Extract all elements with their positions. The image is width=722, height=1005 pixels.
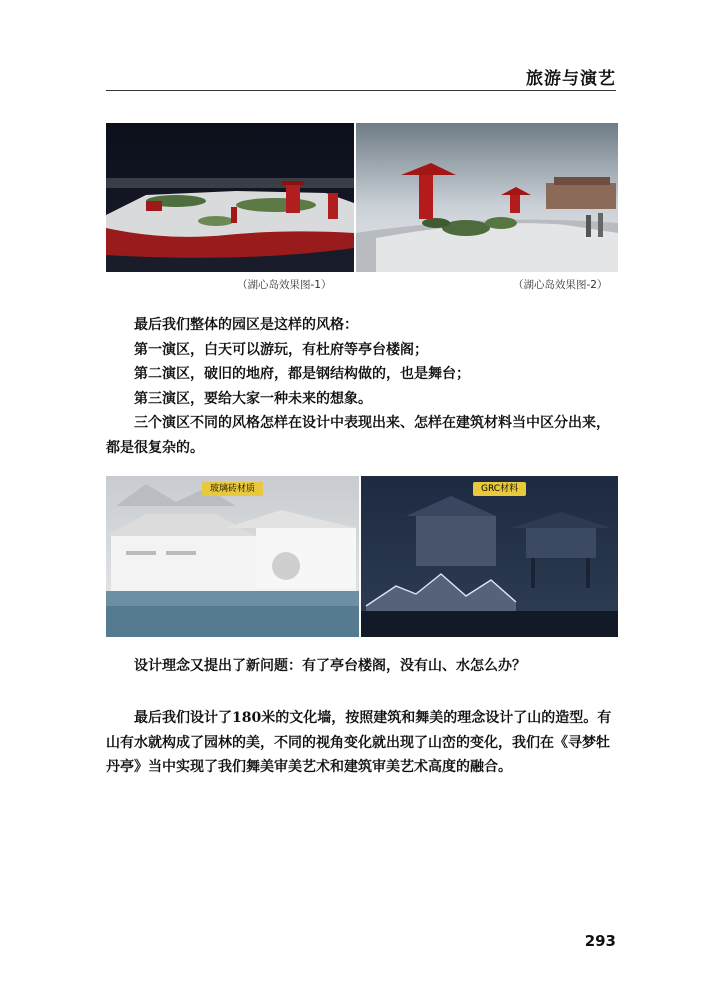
material-images [106,476,618,637]
lake-island-images [106,123,618,272]
grc-rendering [361,476,618,637]
running-header-title: 旅游与演艺 [526,69,616,89]
text-line: 最后我们整体的园区是这样的风格： [134,317,358,333]
glass-brick-label: 玻璃砖材质 [202,482,263,496]
text-line: 第一演区，白天可以游玩，有杜府等亭台楼阁； [134,341,428,358]
page-number: 293 [584,932,616,950]
culture-wall-paragraph [106,706,618,780]
lake-island-renderings [106,123,618,272]
rendering-2 [356,123,618,272]
figure-caption-right: （湖心岛效果图-2） [513,279,608,291]
text-paragraph: 最后我们设计了180米的文化墙，按照建筑和舞美的理念设计了山的造型。有山有水就构成了园林的美，不同的视角变化就出现了山峦的变化，我们在《寻梦牡丹亭》当中实现了我们舞美审美艺术和建筑审美艺术高度的融合。 [106,710,612,775]
glass-brick-rendering [106,476,359,637]
material-comparison-images [106,476,618,637]
text-line: 第三演区，要给大家一种未来的想象。 [134,390,372,407]
rendering-1 [106,123,354,272]
grc-label: GRC材料 [473,482,526,496]
zone-style-paragraph [106,313,618,460]
text-line: 第二演区，破旧的地府，都是钢结构做的，也是舞台； [134,366,470,382]
text-line: 设计理念又提出了新问题：有了亭台楼阁，没有山、水怎么办？ [134,658,526,674]
text-line: 三个演区不同的风格怎样在设计中表现出来、怎样在建筑材料当中区分出来，都是很复杂的。 [106,415,610,456]
figure-caption-left: （湖心岛效果图-1） [237,279,332,291]
design-question-paragraph [106,654,618,679]
header-divider [106,90,616,91]
